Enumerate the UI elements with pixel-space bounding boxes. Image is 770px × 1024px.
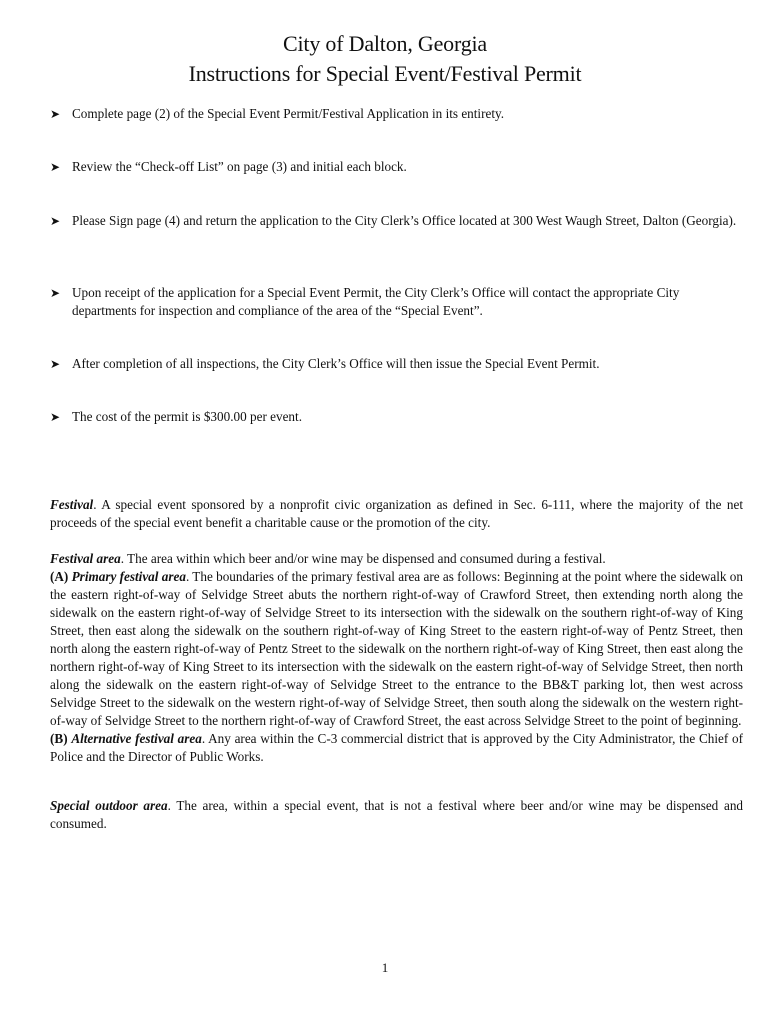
page-title: City of Dalton, Georgia (283, 31, 487, 56)
section-label-b: (B) (50, 731, 72, 746)
definition-text: . The area within which beer and/or wine may be dispensed and consumed during a festival. (120, 551, 606, 566)
page-number: 1 (381, 960, 389, 975)
term-special-outdoor-area: Special outdoor area (50, 798, 168, 813)
arrow-bullet-icon: ➤ (50, 286, 61, 300)
definition-text: . Any area within the C-3 commercial district that is approved by the City Administrator, the Chief of Police and the Director of Public Works. (50, 731, 743, 764)
arrow-bullet-icon: ➤ (50, 410, 61, 424)
arrow-bullet-icon: ➤ (50, 357, 61, 371)
term-festival: Festival (50, 497, 94, 512)
definition-festival-area (50, 550, 743, 766)
section-label-a: (A) (50, 569, 72, 584)
page-subtitle: Instructions for Special Event/Festival Permit (188, 61, 582, 86)
arrow-bullet-icon: ➤ (50, 107, 61, 121)
definition-text: . A special event sponsored by a nonprofit civic organization as defined in Sec. 6-111, where the majority of the net proceeds of the special event benefit a charitable cause or the promotion of the city. (50, 497, 743, 530)
term-primary-festival-area: Primary festival area (71, 569, 186, 584)
definition-festival (50, 496, 743, 532)
definition-special-outdoor-area (50, 797, 743, 833)
arrow-bullet-icon: ➤ (50, 160, 61, 174)
definition-text: . The area, within a special event, that is not a festival where beer and/or wine may be dispensed and consumed. (50, 798, 744, 831)
arrow-bullet-icon: ➤ (50, 214, 61, 228)
definition-text: . The boundaries of the primary festival area are as follows: Beginning at the point where the sidewalk on the eastern right-of-way of Selvidge Street abuts the northern right-of-way of Crawford Street, then extending north along the sidewalk on the eastern right-of-way of Selvidge Street to its intersection with the sidewalk on the southern right-of-way of King Street, then east along the sidewalk on the southern right-of-way of King Street to the eastern right-of-way of Pentz Street, then north along the eastern right-of-way of Pentz Street to the sidewalk on the northern right-of-way of King Street, then east along the northern right-of-way of King Street to its intersection with the sidewalk on the eastern right-of-way of Selvidge Street, then north along the sidewalk on the eastern right-of-way of Selvidge Street to the entrance to the BB&T parking lot, then west across Selvidge Street to the sidewalk on the western right-of-way of Selvidge Street, then south along the sidewalk on the western right-of-way of Selvidge Street to the northern right-of-way of Crawford Street, the east across Selvidge Street to the point of beginning. (50, 569, 743, 728)
term-alternative-festival-area: Alternative festival area (71, 731, 202, 746)
term-festival-area: Festival area (50, 551, 121, 566)
